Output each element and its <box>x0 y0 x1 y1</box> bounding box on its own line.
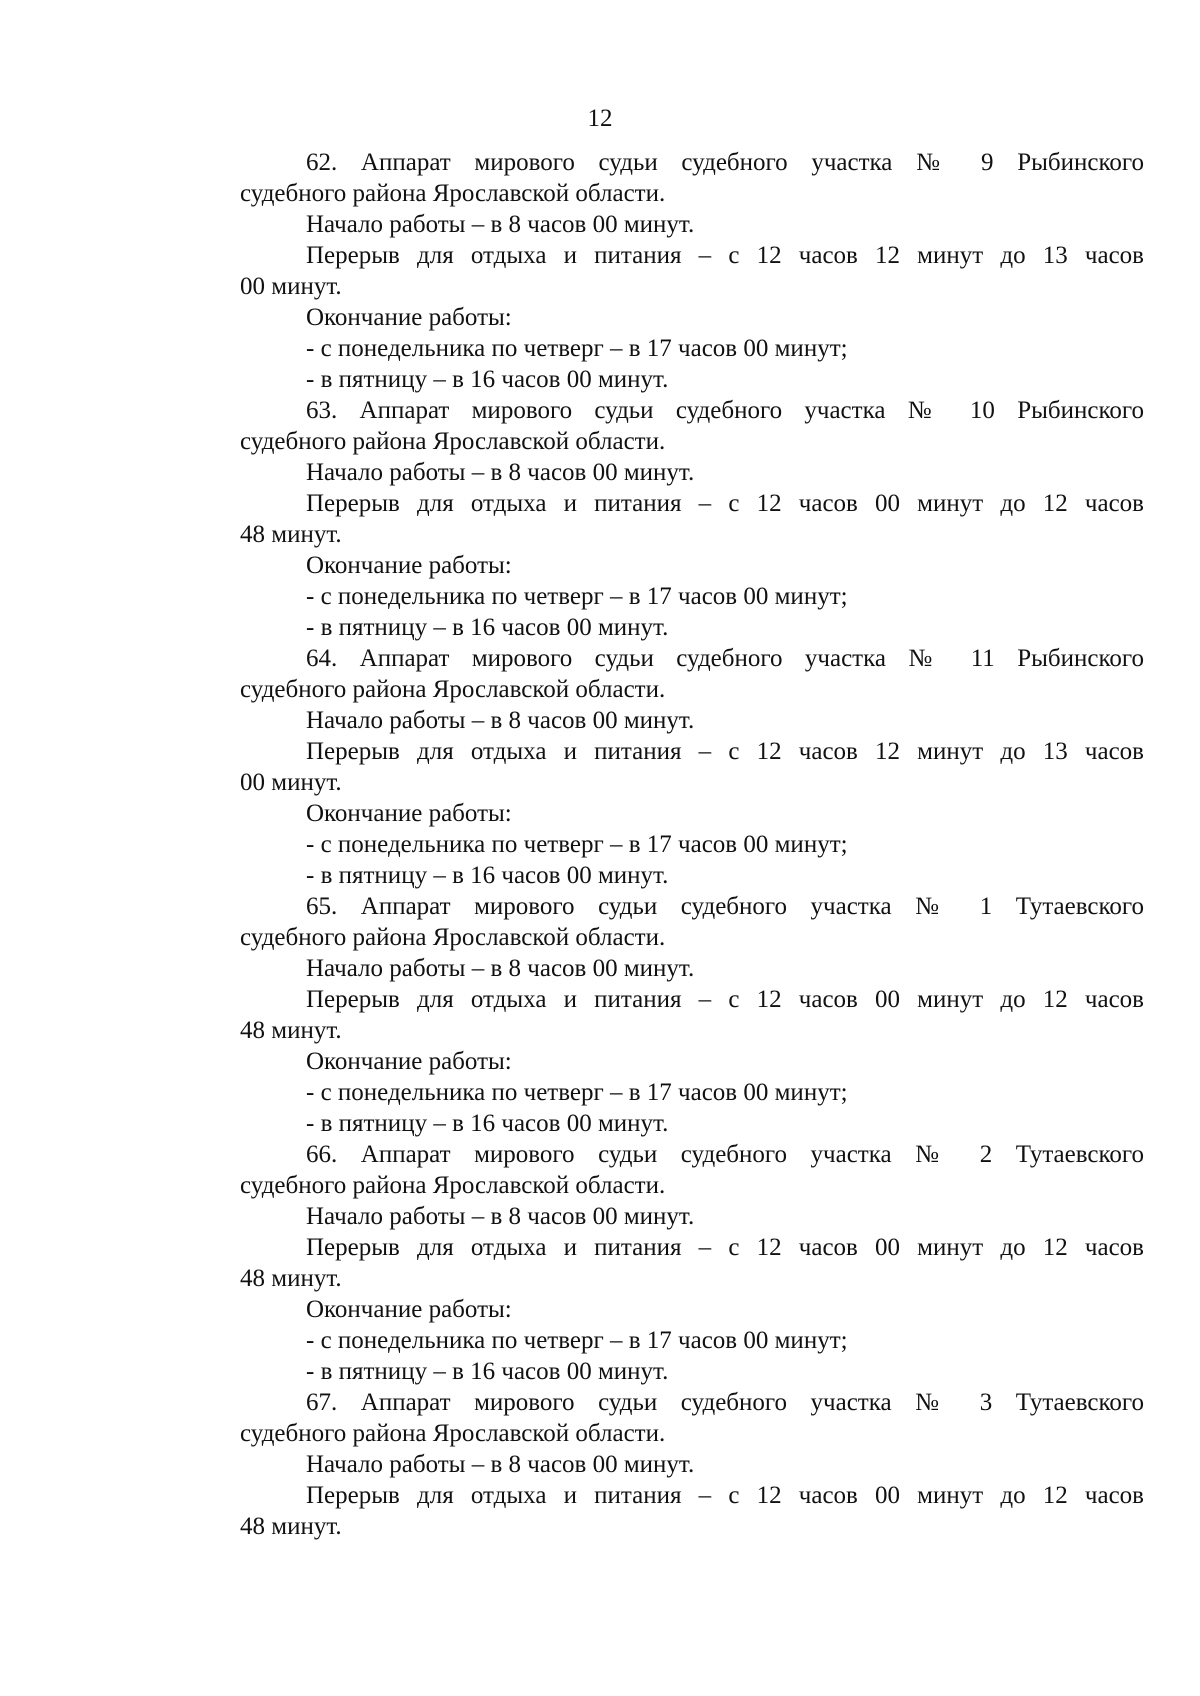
section-heading: 63. Аппарат мирового судьи судебного участка № 10 Рыбинского <box>306 397 1144 424</box>
lunch-break: Перерыв для отдыха и питания – с 12 часов 12 минут до 13 часов <box>306 242 1144 269</box>
section-heading-continuation: судебного района Ярославской области. <box>240 924 666 951</box>
work-start: Начало работы – в 8 часов 00 минут. <box>306 955 695 982</box>
lunch-break: Перерыв для отдыха и питания – с 12 часов 00 минут до 12 часов <box>306 1482 1144 1509</box>
lunch-break: Перерыв для отдыха и питания – с 12 часов 00 минут до 12 часов <box>306 490 1144 517</box>
lunch-break-continuation: 00 минут. <box>240 273 342 300</box>
work-end-label: Окончание работы: <box>306 304 512 331</box>
work-end-mon-thu: - с понедельника по четверг – в 17 часов 00 минут; <box>306 583 848 610</box>
section-heading: 65. Аппарат мирового судьи судебного участка № 1 Тутаевского <box>306 893 1144 920</box>
section-heading: 64. Аппарат мирового судьи судебного участка № 11 Рыбинского <box>306 645 1144 672</box>
work-end-label: Окончание работы: <box>306 552 512 579</box>
lunch-break: Перерыв для отдыха и питания – с 12 часов 00 минут до 12 часов <box>306 1234 1144 1261</box>
work-end-friday: - в пятницу – в 16 часов 00 минут. <box>306 1358 669 1385</box>
section-heading-continuation: судебного района Ярославской области. <box>240 676 666 703</box>
lunch-break: Перерыв для отдыха и питания – с 12 часов 12 минут до 13 часов <box>306 738 1144 765</box>
section-65 <box>240 891 1144 1139</box>
work-end-label: Окончание работы: <box>306 1296 512 1323</box>
lunch-break-continuation: 48 минут. <box>240 521 342 548</box>
page-number: 12 <box>587 105 613 132</box>
work-end-mon-thu: - с понедельника по четверг – в 17 часов 00 минут; <box>306 1079 848 1106</box>
section-heading-continuation: судебного района Ярославской области. <box>240 1172 666 1199</box>
work-start: Начало работы – в 8 часов 00 минут. <box>306 707 695 734</box>
section-heading-continuation: судебного района Ярославской области. <box>240 428 666 455</box>
lunch-break: Перерыв для отдыха и питания – с 12 часов 00 минут до 12 часов <box>306 986 1144 1013</box>
section-63 <box>240 395 1144 643</box>
work-end-mon-thu: - с понедельника по четверг – в 17 часов 00 минут; <box>306 335 848 362</box>
work-start: Начало работы – в 8 часов 00 минут. <box>306 1203 695 1230</box>
lunch-break-continuation: 48 минут. <box>240 1513 342 1540</box>
work-end-friday: - в пятницу – в 16 часов 00 минут. <box>306 366 669 393</box>
section-64 <box>240 643 1144 891</box>
section-heading-continuation: судебного района Ярославской области. <box>240 180 666 207</box>
section-heading: 62. Аппарат мирового судьи судебного участка № 9 Рыбинского <box>306 149 1144 176</box>
work-start: Начало работы – в 8 часов 00 минут. <box>306 1451 695 1478</box>
work-end-friday: - в пятницу – в 16 часов 00 минут. <box>306 1110 669 1137</box>
section-heading: 67. Аппарат мирового судьи судебного участка № 3 Тутаевского <box>306 1389 1144 1416</box>
section-heading-continuation: судебного района Ярославской области. <box>240 1420 666 1447</box>
document-body <box>240 147 1144 1542</box>
section-62 <box>240 147 1144 395</box>
section-heading: 66. Аппарат мирового судьи судебного участка № 2 Тутаевского <box>306 1141 1144 1168</box>
section-66 <box>240 1139 1144 1387</box>
work-start: Начало работы – в 8 часов 00 минут. <box>306 459 695 486</box>
work-end-mon-thu: - с понедельника по четверг – в 17 часов 00 минут; <box>306 831 848 858</box>
work-end-friday: - в пятницу – в 16 часов 00 минут. <box>306 862 669 889</box>
work-end-friday: - в пятницу – в 16 часов 00 минут. <box>306 614 669 641</box>
work-end-label: Окончание работы: <box>306 1048 512 1075</box>
section-67 <box>240 1387 1144 1542</box>
work-end-mon-thu: - с понедельника по четверг – в 17 часов 00 минут; <box>306 1327 848 1354</box>
work-end-label: Окончание работы: <box>306 800 512 827</box>
lunch-break-continuation: 48 минут. <box>240 1265 342 1292</box>
lunch-break-continuation: 00 минут. <box>240 769 342 796</box>
lunch-break-continuation: 48 минут. <box>240 1017 342 1044</box>
work-start: Начало работы – в 8 часов 00 минут. <box>306 211 695 238</box>
